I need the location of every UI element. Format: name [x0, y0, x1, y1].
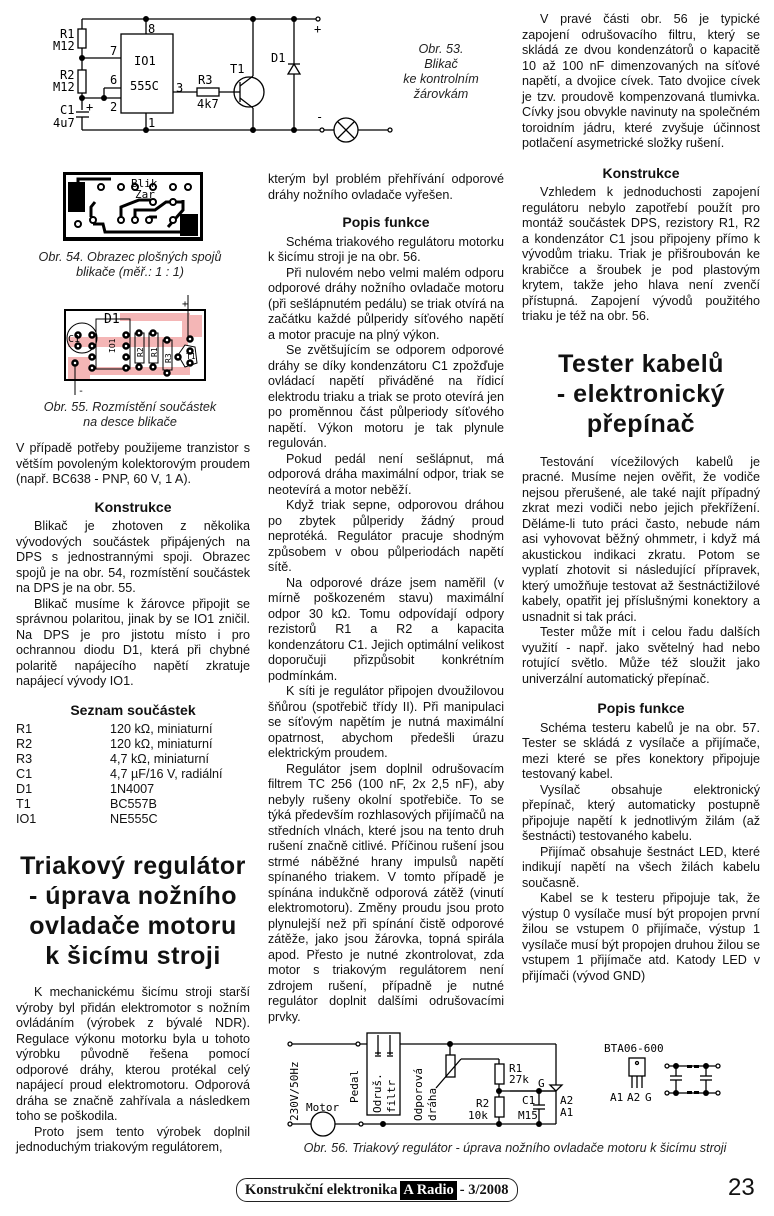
minus-label: -	[78, 386, 85, 395]
d1-label: D1	[271, 51, 286, 65]
r2-label: R2	[60, 68, 75, 82]
paragraph: Blikač je zhotoven z několika vývodových součástek připájených na DPS s jednostrannými spoji. Obrazec spojů je na obr. 54, rozmístění součástek na DPS je na obr. 55.	[16, 519, 250, 595]
part-value: 4,7 µF/16 V, radiální	[110, 767, 223, 781]
column-3-text	[522, 12, 760, 984]
caption-line: blikače (měř.: 1 : 1)	[76, 265, 184, 279]
component-placement-figure	[60, 295, 210, 395]
caption-line: Obr. 55. Rozmístění součástek	[43, 400, 217, 414]
title-line: přepínač	[586, 409, 696, 438]
t1-label: T1	[186, 352, 196, 361]
motor-label: Motor	[306, 1101, 340, 1114]
r2-symbol	[495, 1097, 504, 1117]
pin3-label: 3	[176, 81, 184, 95]
r1-symbol	[78, 29, 86, 48]
t1-label: T1	[230, 62, 245, 76]
triac-package-symbol	[629, 1058, 645, 1076]
c1-value: M15	[518, 1109, 538, 1122]
mains-label: 230V/50Hz	[288, 1061, 301, 1121]
r3-value: 4k7	[197, 97, 219, 111]
r1-value: M12	[53, 39, 75, 53]
pin1-label: 1	[148, 116, 156, 130]
paragraph: Při nulovém nebo velmi malém odporu odporové dráhy nožního ovladače motoru (při sešlápnutém pedálu) se triak otvírá na začátku každé půlperidy síťového napětí a motor pracuje na plný výkon.	[268, 265, 504, 342]
part-value: 120 kΩ, miniaturní	[110, 737, 213, 751]
section-heading-popis-funkce: Popis funkce	[342, 214, 430, 230]
d1-symbol	[288, 64, 300, 74]
r1-label: R1	[509, 1062, 523, 1075]
caption-line: Obr. 53.	[418, 42, 464, 56]
fig54-caption	[20, 250, 240, 280]
resistance-track-label: Odporová	[412, 1068, 425, 1121]
a2-label: A2	[560, 1094, 574, 1107]
c1-label: C1	[68, 334, 81, 345]
pin6-label: 6	[110, 73, 118, 87]
paragraph: Schéma triakového regulátoru motorku k šicímu stroji je na obr. 56.	[268, 234, 504, 264]
article-title-tester	[522, 349, 760, 439]
r2-value: 10k	[468, 1109, 488, 1122]
paragraph: K síti je regulátor připojen dvoužilovou šňůrou (spotřebič třídy II). Při manipulaci se síťovým napětím je nutná maximální opatrnost, abychom předešli úrazu elektrickým proudem.	[268, 684, 504, 760]
paragraph: Schéma testeru kabelů je na obr. 57. Tester se skládá z vysílače a přijímače, mezi které se přes konektory připojuje testovaný kabel.	[522, 720, 760, 781]
magazine-issue: - 3/2008	[459, 1181, 509, 1198]
part-ref: D1	[16, 782, 33, 796]
pin2-label: 2	[110, 100, 118, 114]
figure-53	[0, 0, 520, 150]
r2-label: R2	[476, 1097, 490, 1110]
magazine-brand: A Radio	[400, 1181, 456, 1200]
pin7-label: 7	[110, 44, 118, 58]
section-heading-konstrukce: Konstrukce	[602, 164, 680, 181]
paragraph: Se zvětšujícím se odporem odporové dráhy se díky kondenzátoru C1 zpožďuje ovládací napětí přiváděné na řídicí elektrodu triaku a triak se proto otevírá jen po proměnnou část půlperiody síťového napětí. Výkon motoru je tak plynule regulován.	[268, 343, 504, 450]
paragraph: V případě potřeby použijeme tranzistor s větším povoleným kolektorovým proudem (např. BC638 - PNP, 60 V, 1 A).	[16, 441, 250, 486]
supply-plus-label: +	[314, 22, 322, 36]
ic-555-symbol	[121, 34, 173, 113]
r2-value: M12	[53, 80, 75, 94]
r3-symbol	[197, 88, 219, 96]
paragraph: Blikač musíme k žárovce připojit se správnou polaritou, jinak by se IO1 zničil. Na DPS je pro jistotu místo i pro ochrannou diodu D1, která při chybné polaritě napájecího napětí zkratuje napájecí vývody IO1.	[16, 596, 250, 688]
caption-line: ke kontrolním	[403, 72, 479, 86]
c1-value: 4u7	[53, 116, 75, 130]
r3-label: R3	[164, 353, 173, 363]
io1-label: IO1	[134, 54, 156, 68]
plus-label: +	[182, 299, 189, 310]
column-1-text	[16, 441, 250, 1156]
d1-label: D1	[104, 312, 120, 327]
pedal-label: Pedal	[348, 1069, 361, 1103]
paragraph: Kabel se k testeru připojuje tak, že výstup 0 vysílače musí být propojen první žilou se vstupem 0 přijímače, výstup 1 vysílače musí být propojen druhou žilou se vstupem 1 přijímače atd. Katody LED v přijímači (vývod GND)	[522, 891, 761, 983]
r1-label: R1	[60, 27, 75, 41]
io1-label: IO1	[108, 338, 117, 353]
paragraph: Vysílač obsahuje elektronický přepínač, který automaticky postupně připojuje napětí k jednotlivým žilám (až šestnácti) testovaného kabelu.	[522, 782, 760, 843]
parts-row	[16, 767, 223, 782]
fig56-caption: Obr. 56. Triakový regulátor - úprava nožního ovladače motoru k šicímu stroji	[303, 1141, 727, 1155]
parts-list-table	[16, 722, 223, 827]
pin-g-label: G	[645, 1091, 652, 1104]
title-line: - elektronický	[556, 379, 726, 408]
page-number: 23	[728, 1174, 755, 1201]
parts-row	[16, 812, 223, 827]
r2-symbol	[78, 70, 86, 93]
part-value: 1N4007	[110, 782, 155, 796]
parts-row	[16, 722, 223, 737]
magazine-name: Konstrukční elektronika	[245, 1181, 398, 1198]
part-ref: IO1	[16, 812, 37, 826]
r2-label: R2	[136, 347, 145, 357]
title-line: Tester kabelů	[558, 349, 724, 378]
parts-row	[16, 752, 223, 767]
paragraph: Tester může mít i celou řadu dalších využití - např. jako světelný had nebo rotující světlo. Může též sloužit jako univerzální automatický přepínač.	[522, 625, 760, 686]
part-value: 4,7 kΩ, miniaturní	[110, 752, 210, 766]
pcb-text-blik: Blik	[131, 177, 158, 190]
section-heading-konstrukce: Konstrukce	[94, 498, 172, 515]
pin-a2-label: A2	[627, 1091, 641, 1104]
r1-label: R1	[150, 347, 159, 357]
parts-row	[16, 797, 223, 812]
paragraph: Proto jsem tento výrobek doplnil jednoduchým triakovým regulátorem,	[16, 1124, 250, 1154]
paragraph: Regulátor jsem doplnil odrušovacím filtrem TC 256 (100 nF, 2x 2,5 nF), aby nebyly rušeny okolní spotřebiče. To se týká především rozhlasových přijímačů na středních vlnách, které jsou na tento druh rušení značně citlivé. Příčinou rušení jsou strmé náběžné hrany impulsů napětí spínaného triakem. V tomto případě je spínána indukčně odporová zátěž (vinutí elektromotoru). Změny proudu jsou proto plynulejší než při spínání čistě odporové zátěže, jako jsou žárovka, topná spirála apod. Přesto je nutné zkontrolovat, zda motor s triakovým regulátorem není zdrojem rušení, případně je nutné regulátor doplnit dalšími odrušovacími prvky.	[268, 761, 504, 1024]
paragraph: Na odporové dráze jsem naměřil (v mírně poškozeném stavu) maximální odpor 30 kΩ. Tomu odpovídají odpory rezistorů R1 a R2 a kapacita kondenzátoru C1. Jejich optimální velikost doporučuji přizpůsobit konkrétním podmínkám.	[268, 575, 504, 683]
r1-value: 27k	[509, 1073, 529, 1086]
part-ref: C1	[16, 767, 33, 781]
title-line: ovladače motoru	[29, 912, 237, 940]
c1-label: C1	[60, 103, 75, 117]
c1-label: C1	[522, 1094, 536, 1107]
paragraph: kterým byl problém přehřívání odporové dráhy nožního ovladače vyřešen.	[268, 172, 504, 202]
article-title-triac	[16, 851, 250, 971]
resistance-track-symbol	[446, 1055, 455, 1077]
pin8-label: 8	[148, 22, 156, 36]
c1-plus-label: +	[86, 100, 94, 114]
parts-row	[16, 782, 223, 797]
part-value: 120 kΩ, miniaturní	[110, 722, 213, 736]
part-ref: R3	[16, 752, 33, 766]
column-2-text	[268, 172, 504, 1025]
r3-label: R3	[198, 73, 213, 87]
part-ref: R2	[16, 737, 33, 751]
paragraph: K mechanickému šicímu stroji starší výroby byl přidán elektromotor s nožním ovládáním (výrobek z bývalé NDR). Regulace výkonu motorku byla u tohoto výrobku původně řešena pomocí odporové dráhy, kterou protékal celý napájecí proud elektromotoru. Odporová dráha se značně zahřívala a následkem toho se poškodila.	[16, 985, 250, 1123]
part-value: NE555C	[110, 812, 158, 826]
section-heading-parts-list: Seznam součástek	[70, 701, 196, 718]
paragraph: V pravé části obr. 56 je typické zapojení odrušovacího filtru, který se skládá ze dvou kondenzátorů o kapacitě 10 až 100 nF dimenzovaných na síťové napětí, a dvojice cívek. Tato dvojice cívek je tzv. proudově kompenzovaná tlumivka. Cívky jsou obvykle navinuty na společném toroidním jádru, které zvyšuje účinnost potlačení asymetrické složky rušení.	[522, 12, 760, 150]
caption-line: na desce blikače	[83, 415, 177, 429]
gate-label: G	[538, 1077, 545, 1090]
paragraph: Když triak sepne, odporovou dráhou po zbytek půlperidy žádný proud neprotéká. Regulátor pracuje shodným způsobem v obou půlperiodách napětí sítě.	[268, 498, 504, 574]
triac-part-number: BTA06-600	[604, 1042, 664, 1055]
part-value: BC557B	[110, 797, 157, 811]
filter-label: filtr	[385, 1079, 398, 1113]
title-line: - úprava nožního	[29, 882, 237, 910]
part-ref: T1	[16, 797, 31, 811]
filter-label: Odruš.	[371, 1073, 384, 1113]
resistance-track-label: dráha	[426, 1087, 439, 1121]
caption-line: žárovkám	[413, 87, 469, 101]
r1-symbol	[495, 1064, 504, 1084]
section-heading-popis-funkce: Popis funkce	[597, 700, 685, 716]
magazine-footer	[236, 1178, 518, 1202]
motor-symbol	[311, 1112, 335, 1136]
triac-symbol	[550, 1085, 562, 1091]
title-line: k šicímu stroji	[45, 942, 221, 970]
paragraph: Pokud pedál není sešlápnut, má odporová dráha maximální odpor, triak se neotevírá a motor neběží.	[268, 451, 504, 497]
parts-row	[16, 737, 223, 752]
supply-minus-label: -	[316, 110, 324, 124]
paragraph: Přijímač obsahuje šestnáct LED, které indikují napětí na všech žilách kabelu současně.	[522, 844, 760, 890]
triac-regulator-schematic	[254, 1025, 774, 1145]
ic-type-label: 555C	[130, 79, 159, 93]
a1-label: A1	[560, 1106, 574, 1119]
caption-line: Obr. 54. Obrazec plošných spojů	[38, 250, 222, 264]
fig53-caption	[400, 42, 482, 102]
pin-a1-label: A1	[610, 1091, 624, 1104]
fig55-caption	[20, 400, 240, 430]
part-ref: R1	[16, 722, 33, 736]
paragraph: Vzhledem k jednoduchosti zapojení regulátoru nebylo zapotřebí použít pro montáž součástek DPS, rezistory R1, R2 a kondenzátor C1 jsou připojeny přímo k vývodům triaku. Triak je přišroubován ke krabičce a šroubek je pod plastovým krytem, takže jeho hlava není zvenčí přístupná. Zapojení vývodů použitého triaku je též na obr. 56.	[522, 185, 760, 323]
title-line: Triakový regulátor	[20, 852, 246, 880]
pcb-text-zar: Zar	[135, 188, 155, 201]
pcb-pattern-figure	[63, 172, 203, 242]
paragraph: Testování vícežilových kabelů je pracné. Musíme nejen ověřit, že vodiče nejsou přerušené, ale také najít případný zkrat mezi vodiči nebo jejich překřížení. Děláme-li tuto práci často, nebude nám asi vyhovovat běžný ohmmetr, i když má akustickou indikaci zkratu. Potom se vyplatí zhotovit si následující přípravek, který umožňuje testovat až šestnáctižilové kabely, opatřit jej příslušnými konektory a usnadnit si tak práci.	[522, 454, 760, 624]
caption-line: Blikač	[424, 57, 458, 71]
